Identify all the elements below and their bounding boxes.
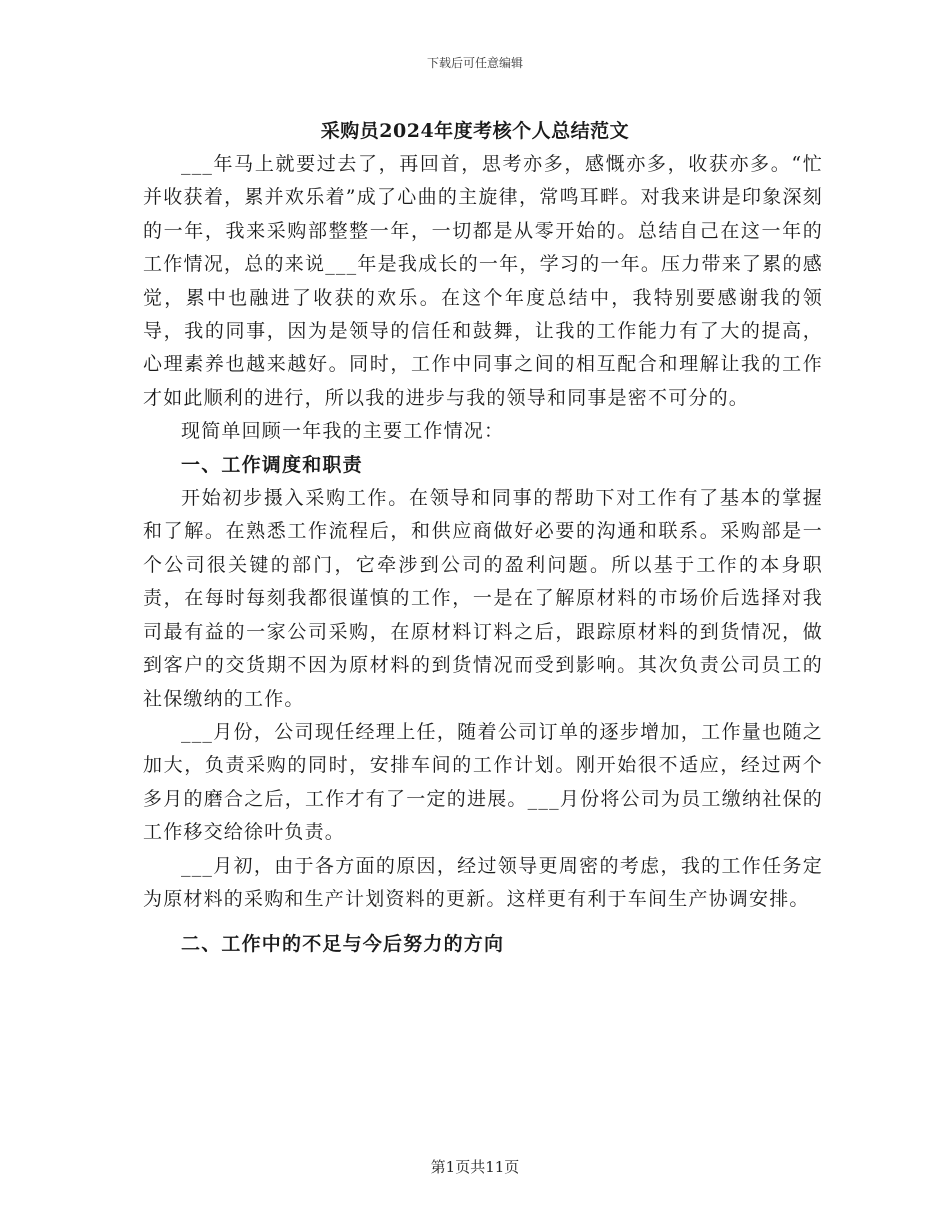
section-heading-1: 一、工作调度和职责 <box>181 453 363 476</box>
paragraph-month-b: ___月初，由于各方面的原因，经过领导更周密的考虑，我的工作任务定为原材料的采购和生产计划资料的更新。这样更有利于车间生产协调安排。 <box>143 854 823 910</box>
paragraph-intro: ___年马上就要过去了，再回首，思考亦多，感慨亦多，收获亦多。“忙并收获着，累并欢乐着”成了心曲的主旋律，常鸣耳畔。对我来讲是印象深刻的一年，我来采购部整整一年，一切都是从零开始的。总结自己在这一年的工作情况，总的来说___年是我成长的一年，学习的一年。压力带来了累的感觉，累中也融进了收获的欢乐。在这个年度总结中，我特别要感谢我的领导，我的同事，因为是领导的信任和鼓舞，让我的工作能力有了大的提高，心理素养也越来越好。同时，工作中同事之间的相互配合和理解让我的工作才如此顺利的进行，所以我的进步与我的领导和同事是密不可分的。 <box>143 153 823 409</box>
document-body <box>143 148 823 962</box>
paragraph-review: 现简单回顾一年我的主要工作情况： <box>181 420 505 443</box>
paragraph-duties: 开始初步摄入采购工作。在领导和同事的帮助下对工作有了基本的掌握和了解。在熟悉工作流程后，和供应商做好必要的沟通和联系。采购部是一个公司很关键的部门，它牵涉到公司的盈利问题。所以基于工作的本身职责，在每时每刻我都很谨慎的工作，一是在了解原材料的市场价后选择对我司最有益的一家公司采购，在原材料订料之后，跟踪原材料的到货情况，做到客户的交货期不因为原材料的到货情况而受到影响。其次负责公司员工的社保缴纳的工作。 <box>143 487 823 710</box>
page-number: 第1页共11页 <box>430 1158 520 1176</box>
section-heading-2: 二、工作中的不足与今后努力的方向 <box>181 933 505 956</box>
document-title: 采购员2024年度考核个人总结范文 <box>320 120 630 142</box>
header-note: 下载后可任意编辑 <box>426 56 523 70</box>
paragraph-month-a: ___月份，公司现任经理上任，随着公司订单的逐步增加，工作量也随之加大，负责采购的同时，安排车间的工作计划。刚开始很不适应，经过两个多月的磨合之后，工作才有了一定的进展。___月份将公司为员工缴纳社保的工作移交给徐叶负责。 <box>143 720 823 844</box>
